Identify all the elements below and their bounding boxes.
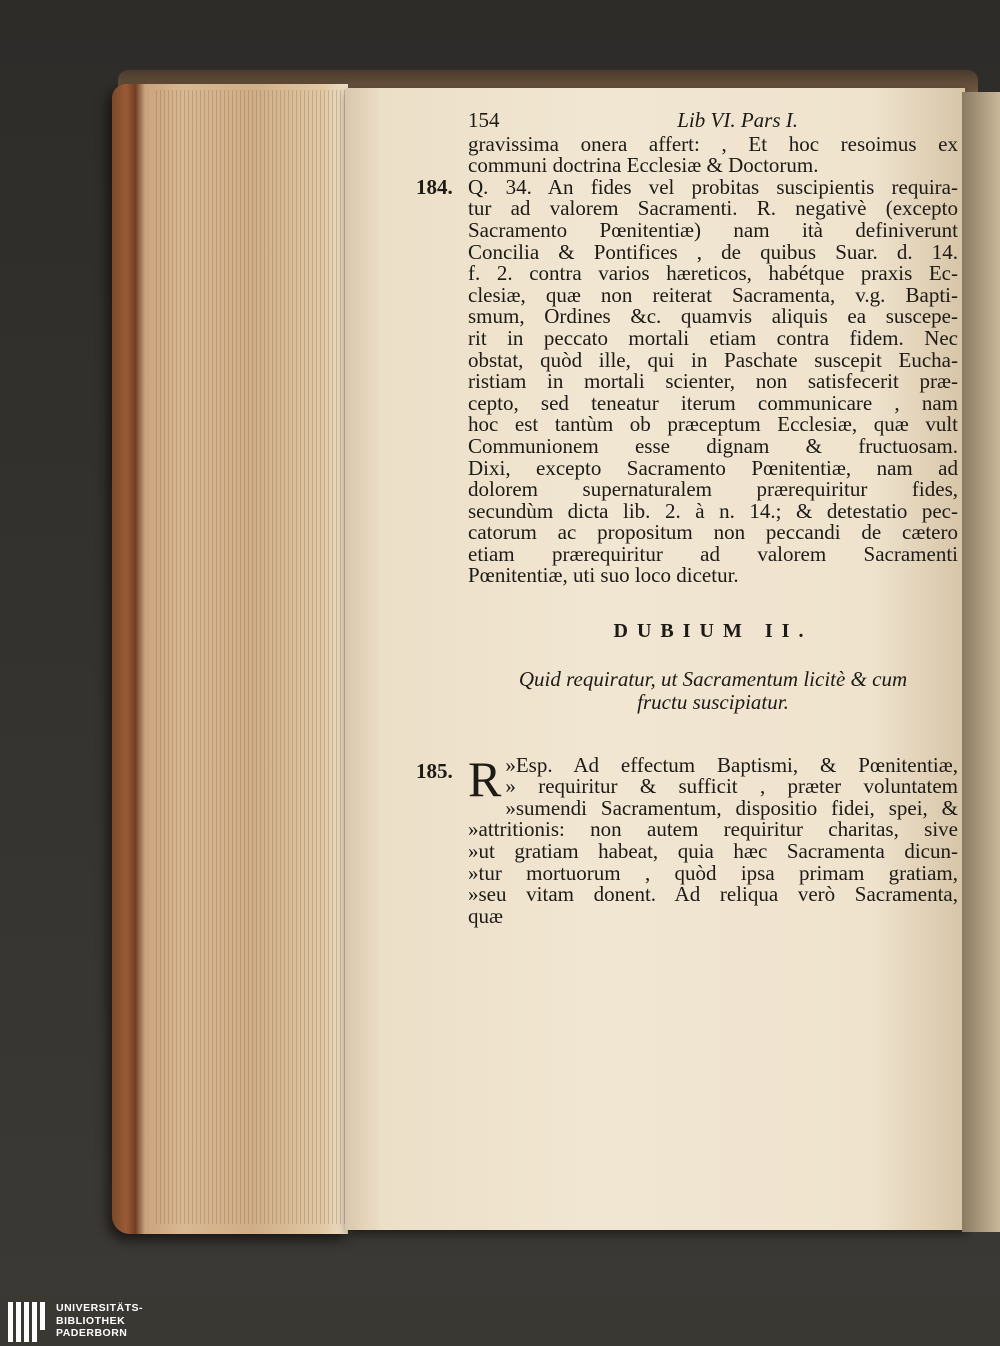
text-line: tur ad valorem Sacramenti. R. negativè (excepto bbox=[468, 196, 958, 221]
text-line: communi doctrina Ecclesiæ & Doctorum. bbox=[468, 153, 819, 178]
text-line: cepto, sed teneatur iterum communicare , nam bbox=[468, 390, 958, 415]
text-line: »seu vitam donent. Ad reliqua verò Sacramenta, bbox=[468, 882, 958, 907]
paragraph-number: 185. bbox=[416, 758, 453, 783]
text-line: »sumendi Sacramentum, dispositio fidei, spei, & bbox=[505, 795, 958, 820]
page-number: 154 bbox=[468, 108, 500, 132]
running-header bbox=[468, 110, 958, 132]
text-line: dolorem supernaturalem prærequiritur fides, bbox=[468, 477, 958, 502]
text-line: secundùm dicta lib. 2. à n. 14.; & detestatio pec- bbox=[468, 498, 958, 523]
text-line: Pœnitentiæ, uti suo loco dicetur. bbox=[468, 563, 739, 588]
text-line: Communionem esse dignam & fructuosam. bbox=[468, 433, 958, 458]
logo-line: UNIVERSITÄTS- bbox=[56, 1302, 144, 1314]
text-line: Sacramento Pœnitentiæ) nam ità definiverunt bbox=[468, 217, 958, 242]
subtitle-line: Quid requiratur, ut Sacramentum licitè & cum bbox=[518, 666, 908, 691]
text-line: gravissima onera affert: , Et hoc resoimus ex bbox=[468, 131, 958, 156]
text-line: Concilia & Pontifices , de quibus Suar. d. 14. bbox=[468, 239, 958, 264]
text-line: clesiæ, quæ non reiterat Sacramenta, v.g. Bapti- bbox=[468, 282, 958, 307]
section-heading: DUBIUM II. bbox=[613, 620, 813, 643]
text-line: ristiam in mortali scienter, non satisfecerit præ- bbox=[468, 369, 958, 394]
library-logo-text bbox=[56, 1302, 143, 1340]
book-fore-edge bbox=[112, 84, 348, 1234]
text-line: Q. 34. An fides vel probitas suscipientis requira- bbox=[468, 174, 958, 199]
subtitle-line: fructu suscipiatur. bbox=[637, 689, 789, 714]
running-title: Lib VI. Pars I. bbox=[677, 108, 798, 132]
text-line: »tur mortuorum , quòd ipsa primam gratiam, bbox=[468, 860, 958, 885]
text-line: catorum ac propositum non peccandi de cætero bbox=[468, 520, 958, 545]
text-line: Dixi, excepto Sacramento Pœnitentiæ, nam ad bbox=[468, 455, 958, 480]
library-logo-icon bbox=[8, 1302, 48, 1342]
text-line: etiam prærequiritur ad valorem Sacramenti bbox=[468, 541, 958, 566]
page-text bbox=[416, 108, 958, 928]
drop-cap: R bbox=[468, 750, 502, 807]
text-line: f. 2. contra varios hæreticos, habétque praxis Ec- bbox=[468, 261, 958, 286]
paragraph-number: 184. bbox=[416, 174, 453, 199]
text-line: rit in peccato mortali etiam contra fidem. Nec bbox=[468, 325, 958, 350]
catchword: quæ bbox=[468, 903, 504, 928]
text-line: hoc est tantùm ob præceptum Ecclesiæ, quæ vult bbox=[468, 412, 958, 437]
text-line: »attritionis: non autem requiritur charitas, sive bbox=[468, 817, 958, 842]
section-subtitle bbox=[468, 666, 958, 715]
text-line: obstat, quòd ille, qui in Paschate suscepit Eucha- bbox=[468, 347, 958, 372]
text-line: »Esp. Ad effectum Baptismi, & Pœnitentiæ, bbox=[505, 752, 958, 777]
footer-bar bbox=[0, 1296, 1000, 1346]
facing-page-edge bbox=[962, 92, 1000, 1232]
logo-line: PADERBORN bbox=[56, 1327, 128, 1339]
text-line: » requiritur & sufficit , præter voluntatem bbox=[505, 774, 958, 799]
logo-line: BIBLIOTHEK bbox=[56, 1314, 126, 1327]
text-line: smum, Ordines &c. quamvis aliquis ea suscepe- bbox=[468, 304, 958, 329]
text-line: »ut gratiam habeat, quia hæc Sacramenta dicun- bbox=[468, 839, 958, 864]
